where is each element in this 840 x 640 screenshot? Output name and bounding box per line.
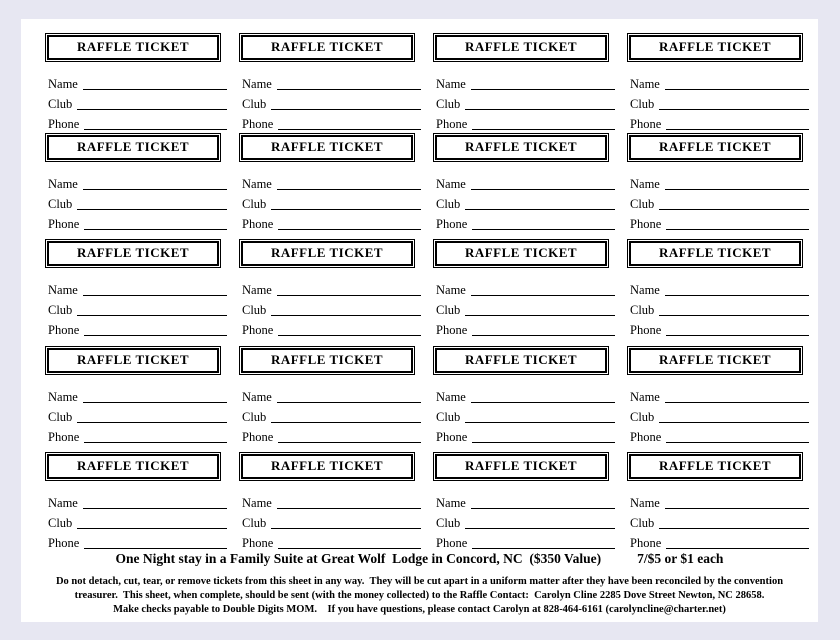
phone-field-row	[627, 319, 809, 339]
ticket-fields	[45, 173, 227, 233]
club-field-label: Club	[48, 516, 73, 530]
club-field-row	[239, 93, 421, 113]
ticket-title-box-inner	[629, 454, 801, 479]
ticket-fields	[45, 279, 227, 339]
club-field-label: Club	[242, 97, 267, 111]
ticket-fields	[433, 279, 615, 339]
ticket-title-box-inner	[241, 135, 413, 160]
ticket-price: 7/$5 or $1 each	[637, 551, 724, 566]
name-field-row	[433, 279, 615, 299]
name-field-row	[433, 492, 615, 512]
phone-field-row	[627, 532, 809, 552]
ticket-title: RAFFLE TICKET	[658, 245, 772, 260]
ticket-title-box	[627, 133, 803, 162]
ticket-title-box-inner	[241, 241, 413, 266]
phone-blank-line	[666, 335, 809, 336]
phone-field-label: Phone	[436, 217, 468, 231]
ticket-fields	[627, 386, 809, 446]
raffle-ticket	[627, 33, 809, 133]
ticket-title: RAFFLE TICKET	[464, 139, 578, 154]
ticket-title-box-inner	[435, 135, 607, 160]
phone-field-row	[45, 426, 227, 446]
phone-field-label: Phone	[48, 430, 80, 444]
ticket-title-box-inner	[435, 35, 607, 60]
phone-blank-line	[472, 548, 615, 549]
prize-description: One Night stay in a Family Suite at Great Wolf Lodge in Concord, NC ($350 Value)	[115, 551, 602, 566]
ticket-title: RAFFLE TICKET	[270, 352, 384, 367]
name-blank-line	[277, 295, 421, 296]
club-blank-line	[271, 422, 421, 423]
name-field-label: Name	[436, 77, 466, 91]
club-blank-line	[271, 109, 421, 110]
club-field-row	[45, 193, 227, 213]
raffle-ticket	[433, 33, 615, 133]
phone-field-row	[627, 426, 809, 446]
name-field-row	[45, 173, 227, 193]
raffle-ticket	[433, 239, 615, 346]
name-field-label: Name	[630, 77, 660, 91]
name-field-label: Name	[630, 390, 660, 404]
raffle-ticket	[45, 452, 227, 548]
club-blank-line	[77, 209, 227, 210]
ticket-title-box	[627, 33, 803, 62]
phone-field-row	[45, 319, 227, 339]
club-blank-line	[465, 209, 615, 210]
club-blank-line	[659, 422, 809, 423]
ticket-fields	[627, 492, 809, 552]
name-blank-line	[471, 295, 615, 296]
club-field-label: Club	[242, 197, 267, 211]
club-field-label: Club	[436, 410, 461, 424]
ticket-title-box-inner	[241, 348, 413, 373]
club-field-row	[433, 93, 615, 113]
phone-field-row	[433, 426, 615, 446]
ticket-title-box-inner	[435, 454, 607, 479]
club-field-label: Club	[242, 303, 267, 317]
ticket-title-box	[239, 346, 415, 375]
name-field-label: Name	[48, 496, 78, 510]
ticket-title: RAFFLE TICKET	[464, 352, 578, 367]
phone-field-row	[45, 213, 227, 233]
club-field-row	[627, 512, 809, 532]
ticket-title-box	[239, 452, 415, 481]
club-field-label: Club	[630, 410, 655, 424]
phone-field-label: Phone	[436, 430, 468, 444]
club-field-label: Club	[436, 97, 461, 111]
raffle-ticket	[239, 239, 421, 346]
club-field-row	[239, 406, 421, 426]
phone-field-label: Phone	[242, 430, 274, 444]
phone-blank-line	[666, 548, 809, 549]
ticket-title: RAFFLE TICKET	[76, 352, 190, 367]
ticket-title: RAFFLE TICKET	[76, 458, 190, 473]
raffle-ticket	[239, 346, 421, 452]
name-field-row	[45, 73, 227, 93]
phone-field-row	[433, 113, 615, 133]
ticket-title-box-inner	[241, 35, 413, 60]
club-blank-line	[271, 528, 421, 529]
name-field-row	[433, 173, 615, 193]
ticket-title: RAFFLE TICKET	[464, 39, 578, 54]
phone-field-label: Phone	[436, 117, 468, 131]
ticket-title-box	[45, 346, 221, 375]
name-blank-line	[471, 508, 615, 509]
ticket-title-box-inner	[629, 241, 801, 266]
club-field-row	[433, 193, 615, 213]
ticket-title-box-inner	[47, 241, 219, 266]
phone-blank-line	[472, 335, 615, 336]
ticket-title-box	[433, 33, 609, 62]
ticket-fields	[45, 386, 227, 446]
name-blank-line	[665, 189, 809, 190]
phone-field-row	[239, 426, 421, 446]
name-field-label: Name	[48, 177, 78, 191]
club-field-label: Club	[48, 197, 73, 211]
raffle-ticket	[45, 239, 227, 346]
ticket-fields	[239, 73, 421, 133]
raffle-ticket	[45, 133, 227, 239]
ticket-title-box-inner	[629, 135, 801, 160]
club-blank-line	[271, 315, 421, 316]
ticket-fields	[239, 492, 421, 552]
ticket-title-box	[433, 346, 609, 375]
raffle-ticket	[239, 452, 421, 548]
name-field-row	[45, 386, 227, 406]
phone-field-label: Phone	[48, 536, 80, 550]
club-field-row	[239, 512, 421, 532]
name-field-row	[239, 279, 421, 299]
ticket-grid	[45, 33, 809, 548]
ticket-title-box	[45, 133, 221, 162]
name-field-label: Name	[242, 77, 272, 91]
ticket-fields	[239, 386, 421, 446]
name-field-row	[627, 386, 809, 406]
ticket-title: RAFFLE TICKET	[658, 458, 772, 473]
club-field-label: Club	[630, 97, 655, 111]
ticket-title-box-inner	[47, 135, 219, 160]
club-field-label: Club	[630, 197, 655, 211]
name-blank-line	[277, 402, 421, 403]
club-field-label: Club	[48, 303, 73, 317]
raffle-ticket	[433, 452, 615, 548]
phone-field-row	[433, 319, 615, 339]
phone-field-label: Phone	[242, 117, 274, 131]
name-blank-line	[277, 508, 421, 509]
instructions-paragraph	[21, 575, 818, 617]
name-blank-line	[665, 295, 809, 296]
club-field-label: Club	[436, 197, 461, 211]
club-field-label: Club	[630, 303, 655, 317]
phone-blank-line	[84, 229, 227, 230]
club-blank-line	[465, 528, 615, 529]
raffle-ticket	[433, 133, 615, 239]
phone-field-row	[433, 213, 615, 233]
ticket-fields	[239, 279, 421, 339]
club-field-label: Club	[242, 410, 267, 424]
raffle-ticket	[45, 346, 227, 452]
ticket-title: RAFFLE TICKET	[464, 458, 578, 473]
name-blank-line	[665, 508, 809, 509]
name-field-row	[239, 173, 421, 193]
name-blank-line	[277, 89, 421, 90]
phone-field-row	[627, 113, 809, 133]
phone-blank-line	[278, 335, 421, 336]
club-field-label: Club	[48, 410, 73, 424]
ticket-fields	[45, 492, 227, 552]
name-field-label: Name	[242, 177, 272, 191]
ticket-title: RAFFLE TICKET	[76, 245, 190, 260]
name-blank-line	[83, 89, 227, 90]
name-blank-line	[83, 402, 227, 403]
ticket-title-box-inner	[435, 241, 607, 266]
club-field-row	[627, 193, 809, 213]
ticket-title-box	[239, 133, 415, 162]
club-blank-line	[77, 109, 227, 110]
ticket-title-box	[45, 239, 221, 268]
phone-field-row	[433, 532, 615, 552]
name-blank-line	[83, 295, 227, 296]
club-field-label: Club	[48, 97, 73, 111]
club-blank-line	[465, 315, 615, 316]
ticket-title: RAFFLE TICKET	[464, 245, 578, 260]
phone-blank-line	[278, 548, 421, 549]
ticket-title-box	[627, 452, 803, 481]
phone-field-row	[239, 532, 421, 552]
club-field-row	[45, 299, 227, 319]
name-field-label: Name	[436, 496, 466, 510]
ticket-title-box-inner	[47, 35, 219, 60]
name-field-label: Name	[630, 496, 660, 510]
ticket-title: RAFFLE TICKET	[658, 352, 772, 367]
phone-blank-line	[666, 129, 809, 130]
name-field-label: Name	[436, 390, 466, 404]
phone-blank-line	[278, 229, 421, 230]
name-field-label: Name	[242, 283, 272, 297]
phone-field-label: Phone	[436, 323, 468, 337]
club-blank-line	[659, 109, 809, 110]
club-blank-line	[271, 209, 421, 210]
name-field-label: Name	[48, 283, 78, 297]
phone-field-row	[239, 319, 421, 339]
ticket-fields	[239, 173, 421, 233]
name-field-row	[239, 386, 421, 406]
name-field-label: Name	[630, 177, 660, 191]
raffle-ticket	[239, 133, 421, 239]
phone-field-label: Phone	[48, 217, 80, 231]
phone-blank-line	[278, 129, 421, 130]
phone-field-row	[239, 113, 421, 133]
ticket-fields	[433, 173, 615, 233]
ticket-title: RAFFLE TICKET	[270, 245, 384, 260]
phone-field-row	[239, 213, 421, 233]
phone-field-label: Phone	[242, 217, 274, 231]
club-blank-line	[77, 422, 227, 423]
ticket-title-box	[45, 452, 221, 481]
ticket-title: RAFFLE TICKET	[658, 139, 772, 154]
phone-field-label: Phone	[48, 323, 80, 337]
ticket-title-box	[433, 239, 609, 268]
club-field-label: Club	[436, 516, 461, 530]
club-blank-line	[77, 315, 227, 316]
club-field-row	[45, 406, 227, 426]
name-blank-line	[83, 508, 227, 509]
instructions-line-2: treasurer. This sheet, when complete, should be sent (with the money collected) to the Raffle Contact: Carolyn Cline 2285 Dove Street Newton, NC 28658.	[74, 590, 765, 601]
phone-blank-line	[84, 442, 227, 443]
phone-blank-line	[472, 229, 615, 230]
phone-field-label: Phone	[630, 323, 662, 337]
name-blank-line	[83, 189, 227, 190]
ticket-fields	[433, 73, 615, 133]
phone-field-row	[45, 113, 227, 133]
phone-field-row	[45, 532, 227, 552]
phone-field-label: Phone	[630, 217, 662, 231]
ticket-fields	[433, 386, 615, 446]
club-blank-line	[465, 109, 615, 110]
name-field-label: Name	[242, 390, 272, 404]
phone-field-label: Phone	[436, 536, 468, 550]
phone-blank-line	[472, 129, 615, 130]
club-field-row	[433, 512, 615, 532]
name-blank-line	[471, 402, 615, 403]
club-blank-line	[465, 422, 615, 423]
name-field-row	[627, 73, 809, 93]
raffle-ticket-sheet	[21, 19, 818, 622]
club-field-label: Club	[242, 516, 267, 530]
name-field-label: Name	[48, 390, 78, 404]
name-field-label: Name	[48, 77, 78, 91]
ticket-title-box	[239, 33, 415, 62]
ticket-title-box	[433, 452, 609, 481]
name-field-label: Name	[436, 283, 466, 297]
ticket-title-box-inner	[47, 348, 219, 373]
ticket-title-box-inner	[435, 348, 607, 373]
ticket-title-box-inner	[47, 454, 219, 479]
ticket-fields	[433, 492, 615, 552]
ticket-title: RAFFLE TICKET	[76, 139, 190, 154]
name-field-label: Name	[242, 496, 272, 510]
name-blank-line	[277, 189, 421, 190]
raffle-ticket	[627, 133, 809, 239]
name-field-row	[239, 73, 421, 93]
name-field-label: Name	[630, 283, 660, 297]
raffle-ticket	[627, 452, 809, 548]
phone-field-row	[627, 213, 809, 233]
phone-blank-line	[472, 442, 615, 443]
name-field-row	[433, 386, 615, 406]
phone-blank-line	[84, 129, 227, 130]
club-field-row	[45, 512, 227, 532]
club-field-row	[433, 299, 615, 319]
ticket-title-box	[239, 239, 415, 268]
ticket-title-box	[627, 346, 803, 375]
name-field-row	[627, 492, 809, 512]
ticket-title-box-inner	[629, 35, 801, 60]
instructions-line-3: Make checks payable to Double Digits MOM. If you have questions, please contact Carolyn at 828-464-6161 (carolyncline@charter.net)	[113, 604, 726, 615]
phone-field-label: Phone	[630, 536, 662, 550]
name-blank-line	[471, 89, 615, 90]
club-field-label: Club	[630, 516, 655, 530]
club-blank-line	[77, 528, 227, 529]
ticket-title-box	[433, 133, 609, 162]
phone-blank-line	[84, 335, 227, 336]
name-blank-line	[665, 402, 809, 403]
club-field-row	[627, 93, 809, 113]
phone-field-label: Phone	[242, 536, 274, 550]
ticket-title: RAFFLE TICKET	[270, 458, 384, 473]
phone-field-label: Phone	[48, 117, 80, 131]
ticket-title-box-inner	[241, 454, 413, 479]
name-field-row	[433, 73, 615, 93]
club-field-row	[627, 299, 809, 319]
name-blank-line	[471, 189, 615, 190]
club-field-label: Club	[436, 303, 461, 317]
ticket-title: RAFFLE TICKET	[270, 139, 384, 154]
club-field-row	[433, 406, 615, 426]
name-field-label: Name	[436, 177, 466, 191]
phone-blank-line	[666, 442, 809, 443]
ticket-title: RAFFLE TICKET	[270, 39, 384, 54]
name-field-row	[627, 173, 809, 193]
ticket-fields	[627, 279, 809, 339]
phone-blank-line	[666, 229, 809, 230]
ticket-title-box-inner	[629, 348, 801, 373]
raffle-ticket	[627, 239, 809, 346]
raffle-ticket	[627, 346, 809, 452]
name-field-row	[45, 492, 227, 512]
raffle-ticket	[433, 346, 615, 452]
phone-field-label: Phone	[630, 430, 662, 444]
instructions-line-1: Do not detach, cut, tear, or remove tickets from this sheet in any way. They will be cut apart in a uniform matter after they have been reconciled by the convention	[55, 576, 784, 587]
club-field-row	[239, 193, 421, 213]
name-field-row	[627, 279, 809, 299]
raffle-ticket	[239, 33, 421, 133]
club-blank-line	[659, 209, 809, 210]
ticket-fields	[627, 73, 809, 133]
name-field-row	[239, 492, 421, 512]
ticket-fields	[627, 173, 809, 233]
ticket-fields	[45, 73, 227, 133]
ticket-title-box	[627, 239, 803, 268]
phone-blank-line	[84, 548, 227, 549]
ticket-title-box	[45, 33, 221, 62]
phone-blank-line	[278, 442, 421, 443]
club-field-row	[239, 299, 421, 319]
phone-field-label: Phone	[630, 117, 662, 131]
phone-field-label: Phone	[242, 323, 274, 337]
name-blank-line	[665, 89, 809, 90]
name-field-row	[45, 279, 227, 299]
ticket-title: RAFFLE TICKET	[76, 39, 190, 54]
club-field-row	[45, 93, 227, 113]
club-blank-line	[659, 528, 809, 529]
ticket-title: RAFFLE TICKET	[658, 39, 772, 54]
raffle-ticket	[45, 33, 227, 133]
prize-line	[21, 551, 818, 567]
club-blank-line	[659, 315, 809, 316]
club-field-row	[627, 406, 809, 426]
